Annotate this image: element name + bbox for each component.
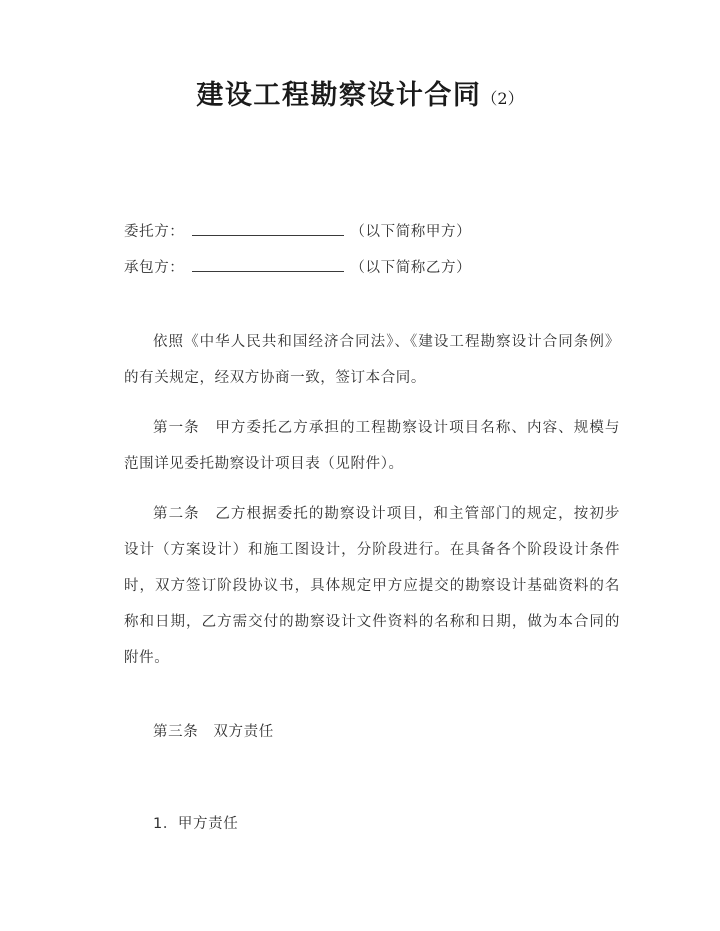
spacer-after-preamble [124, 396, 620, 410]
preamble-paragraph: 依照《中华人民共和国经济合同法》、《建设工程勘察设计合同条例》的有关规定，经双方协商一致，签订本合同。 [124, 334, 620, 386]
article-2-paragraph: 第二条 乙方根据委托的勘察设计项目，和主管部门的规定，按初步设计（方案设计）和施工图设计，分阶段进行。在具备各个阶段设计条件时，双方签订阶段协议书，具体规定甲方应提交的勘察设计基础资料的名称和日期，乙方需交付的勘察设计文件资料的名称和日期，做为本合同的附件。 [124, 506, 620, 666]
party-suffix-client: （以下简称甲方） [350, 224, 472, 240]
spacer-after-article-2 [124, 676, 620, 714]
party-blank-client[interactable] [192, 220, 344, 236]
party-row-client [124, 214, 620, 250]
article-1-paragraph: 第一条 甲方委托乙方承担的工程勘察设计项目名称、内容、规模与范围详见委托勘察设计项目表（见附件）。 [124, 420, 620, 472]
spacer-after-parties [124, 286, 620, 324]
party-row-contractor [124, 250, 620, 286]
page-title [0, 78, 720, 117]
spacer-after-article-3 [124, 750, 620, 806]
party-label-contractor: 承包方： [124, 260, 185, 276]
spacer-after-article-1 [124, 482, 620, 496]
document-body [124, 214, 620, 842]
page-title-main: 建设工程勘察设计合同 [196, 80, 482, 111]
party-label-client: 委托方： [124, 224, 185, 240]
party-suffix-contractor: （以下简称乙方） [350, 260, 472, 276]
page-title-suffix: （2） [481, 89, 524, 108]
article-3-heading: 第三条 双方责任 [153, 724, 274, 740]
sub-item-client-responsibility: 1．甲方责任 [153, 816, 239, 832]
party-blank-contractor[interactable] [192, 256, 344, 272]
